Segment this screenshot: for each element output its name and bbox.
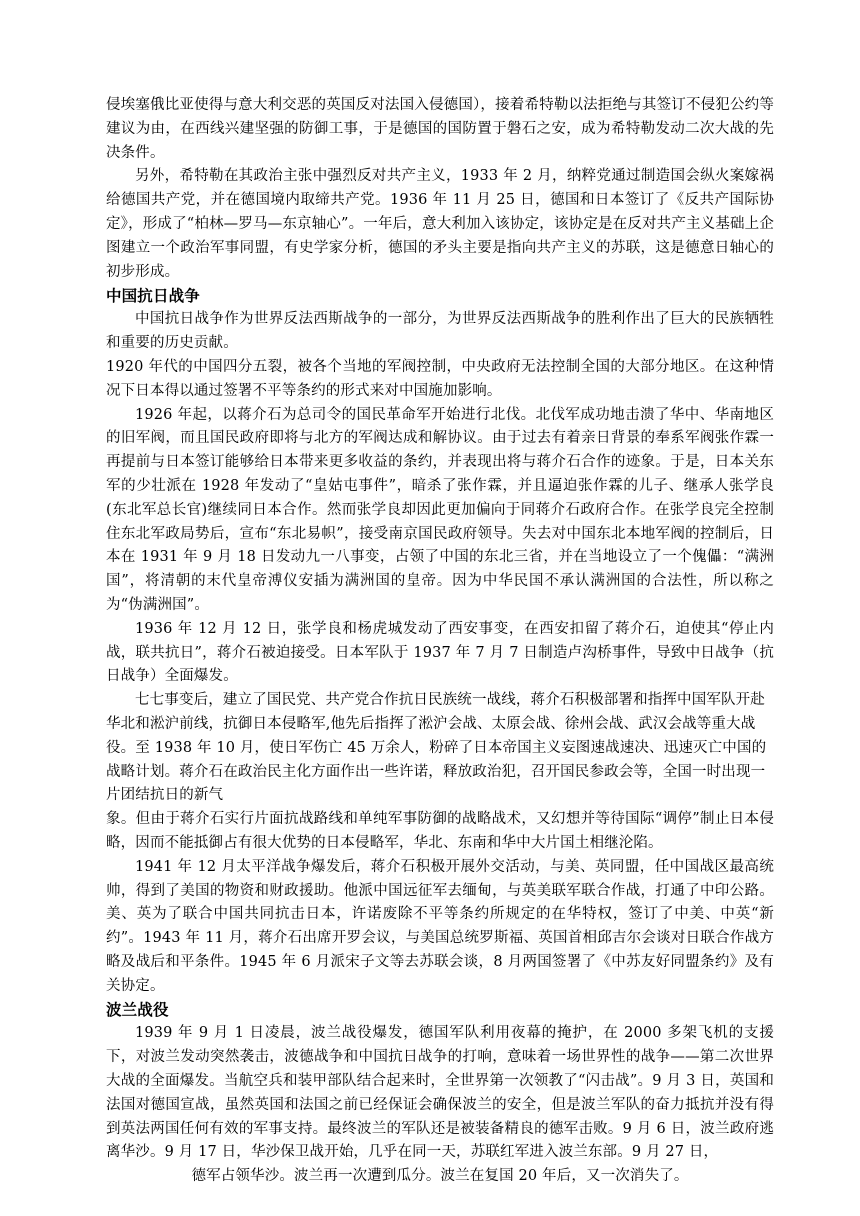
paragraph-july7-a: 七七事变后，建立了国民党、共产党合作抗日民族统一战线，蒋介石积极部署和指挥中国军队开赴华北和淞沪前线，抗御日本侵略军,他先后指挥了淞沪会战、太原会战、徐州会战、武汉会战等重大战役。至 1938 年 10 月，使日军伤亡 45 万余人，粉碎了日本帝国主义妄图速战速决、迅速灭亡中国的战略计划。蒋介石在政治民主化方面作出一些许诺，释放政治犯，召开国民参政会等，全国一时出现一片团结抗日的新气 [106,692,767,804]
heading-poland-campaign: 波兰战役 [106,1001,169,1020]
paragraph-july7-b: 象。但由于蒋介石实行片面抗战路线和单纯军事防御的战略战术，又幻想并等待国际“调停”制止日本侵略，因而不能抵御占有很大优势的日本侵略军，华北、东南和华中大片国土相继沦陷。 [106,811,774,851]
paragraph-xian-incident: 1936 年 12 月 12 日，张学良和杨虎城发动了西安事变，在西安扣留了蒋介石，迫使其“停止内战，联共抗日”，蒋介石被迫接受。日本军队于 1937 年 7 月 7 日制造卢沟桥事件，导致中日战争（抗日战争）全面爆发。 [106,620,774,685]
paragraph-rhineland: 侵埃塞俄比亚使得与意大利交恶的英国反对法国入侵德国），接着希特勒以法拒绝与其签订不侵犯公约等建议为由，在西线兴建坚强的防御工事，于是德国的国防置于磐石之安，成为希特勒发动二次大战的先决条件。 [106,97,774,161]
paragraph-1920s: 1920 年代的中国四分五裂，被各个当地的军阀控制，中央政府无法控制全国的大部分地区。在这种情况下日本得以通过签署不平等条约的形式来对中国施加影响。 [106,358,774,399]
paragraph-poland: 1939 年 9 月 1 日凌晨，波兰战役爆发，德国军队利用夜幕的掩护，在 2000 多架飞机的支援下，对波兰发动突然袭击，波德战争和中国抗日战争的打响，意味着一场世界性的战争——第二次世界大战的全面爆发。当航空兵和装甲部队结合起来时，全世界第一次领教了“闪击战”。9 月 3 日，英国和法国对德国宣战，虽然英国和法国之前已经保证会确保波兰的安全，但是波兰军队的奋力抵抗并没有得到英法两国任何有效的军事支持。最终波兰的军队还是被装备精良的德军击败。9 月 6 日，波兰政府逃离华沙。9 月 17 日，华沙保卫战开始，几乎在同一天，苏联红军进入波兰东部。9 月 27 日， [106,1025,774,1161]
paragraph-anti-comintern: 另外，希特勒在其政治主张中强烈反对共产主义，1933 年 2 月，纳粹党通过制造国会纵火案嫁祸给德国共产党，并在德国境内取缔共产党。1936 年 11 月 25 日，德国和日本签订了《反共产国际协定》，形成了“柏林—罗马—东京轴心”。一年后，意大利加入该协定，该协定是在反对共产主义基础上企图建立一个政治军事同盟，有史学家分析，德国的矛头主要是指向共产主义的苏联，这是德意日轴心的初步形成。 [106,168,774,280]
heading-china-war: 中国抗日战争 [106,287,200,306]
paragraph-china-intro: 中国抗日战争作为世界反法西斯战争的一部分，为世界反法西斯战争的胜利作出了巨大的民族牺牲和重要的历史贡献。 [106,311,774,352]
paragraph-pacific-war: 1941 年 12 月太平洋战争爆发后，蒋介石积极开展外交活动，与美、英同盟，任中国战区最高统帅，得到了美国的物资和财政援助。他派中国远征军去缅甸，与英美联军联合作战，打通了中印公路。美、英为了联合中国共同抗击日本，许诺废除不平等条约所规定的在华特权，签订了中美、中英“新约”。1943 年 11 月，蒋介石出席开罗会议，与美国总统罗斯福、英国首相邱吉尔会谈对日联合作战方略及战后和平条件。1945 年 6 月派宋子文等去苏联会谈，8 月两国签署了《中苏友好同盟条约》及有关协定。 [106,858,774,994]
paragraph-poland-tail: 德军占领华沙。波兰再一次遭到瓜分。波兰在复国 20 年后，又一次消失了。 [191,1168,689,1185]
document-page [106,94,774,1189]
paragraph-northern-expedition: 1926 年起，以蒋介石为总司令的国民革命军开始进行北伐。北伐军成功地击溃了华中、华南地区的旧军阀，而且国民政府即将与北方的军阀达成和解协议。由于过去有着亲日背景的奉系军阀张作霖一再提前与日本签订能够给日本带来更多收益的条约，并表现出将与蒋介石合作的迹象。于是，日本关东军的少壮派在 1928 年发动了“皇姑屯事件”，暗杀了张作霖，并且逼迫张作霖的儿子、继承人张学良(东北军总长官)继续同日本合作。然而张学良却因此更加偏向于同蒋介石政府合作。在张学良完全控制住东北军政局势后，宣布“东北易帜”，接受南京国民政府领导。失去对中国东北本地军阀的控制后，日本在 1931 年 9 月 18 日发动九一八事变，占领了中国的东北三省，并在当地设立了一个傀儡：“满洲国”，将清朝的末代皇帝溥仪安插为满洲国的皇帝。因为中华民国不承认满洲国的合法性，所以称之为“伪满洲国”。 [106,406,774,613]
